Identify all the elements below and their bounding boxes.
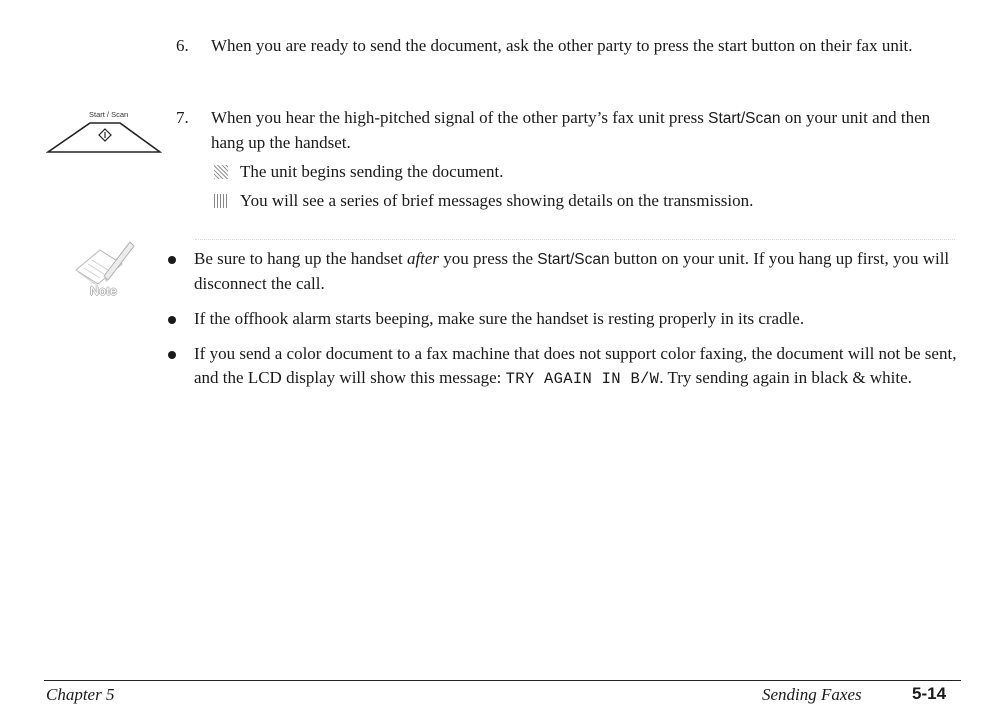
result-item [214, 189, 753, 213]
note-text-middle: you press the [439, 249, 538, 268]
step-number: 7. [176, 108, 189, 127]
result-bullet-icon [214, 165, 228, 179]
page-number: 5-14 [912, 684, 947, 703]
step-7 [176, 106, 966, 155]
note-text [194, 342, 962, 391]
result-text: The unit begins sending the document. [240, 162, 504, 181]
note-icon [70, 238, 136, 304]
result-bullet-icon [214, 194, 228, 208]
footer-section: Sending Faxes [762, 685, 862, 704]
bullet-icon [168, 316, 176, 324]
note-item [162, 247, 962, 296]
start-scan-key-illustration [46, 108, 162, 156]
step-text [211, 106, 966, 155]
bullet-icon [168, 256, 176, 264]
note-text-before: If you send a color document to a fax machine that does not support color faxing, the document will not be sent, and the LCD display will show this message: [194, 344, 957, 387]
result-item [214, 160, 503, 184]
footer-rule [44, 680, 961, 681]
separator [195, 239, 955, 240]
bullet-icon [168, 351, 176, 359]
start-scan-key-name: Start/Scan [708, 110, 781, 127]
note-text-after: . Try sending again in black & white. [659, 368, 912, 387]
note-emphasis: after [406, 249, 440, 268]
note-label: Note [90, 284, 118, 298]
step-text-before: When you hear the high-pitched signal of the other party’s fax unit press [211, 108, 709, 127]
footer-chapter: Chapter 5 [46, 685, 115, 704]
step-number: 6. [176, 36, 189, 55]
step-6 [176, 34, 966, 58]
start-scan-key-name: Start/Scan [537, 251, 610, 268]
note-text [194, 247, 962, 296]
start-scan-key-label: Start / Scan [89, 110, 129, 119]
lcd-message: TRY AGAIN IN B/W [505, 370, 660, 388]
step-text-after: on your unit and then hang up the handset. [211, 108, 931, 152]
note-item [162, 307, 962, 331]
note-text-before: Be sure to hang up the handset [194, 249, 407, 268]
note-text: If the offhook alarm starts beeping, make sure the handset is resting properly in its cradle. [194, 309, 805, 328]
note-text-after: button on your unit. If you hang up first, you will disconnect the call. [194, 249, 950, 293]
step-text: When you are ready to send the document, ask the other party to press the start button on their fax unit. [211, 36, 913, 55]
note-item [162, 342, 962, 391]
result-text: You will see a series of brief messages showing details on the transmission. [240, 191, 754, 210]
